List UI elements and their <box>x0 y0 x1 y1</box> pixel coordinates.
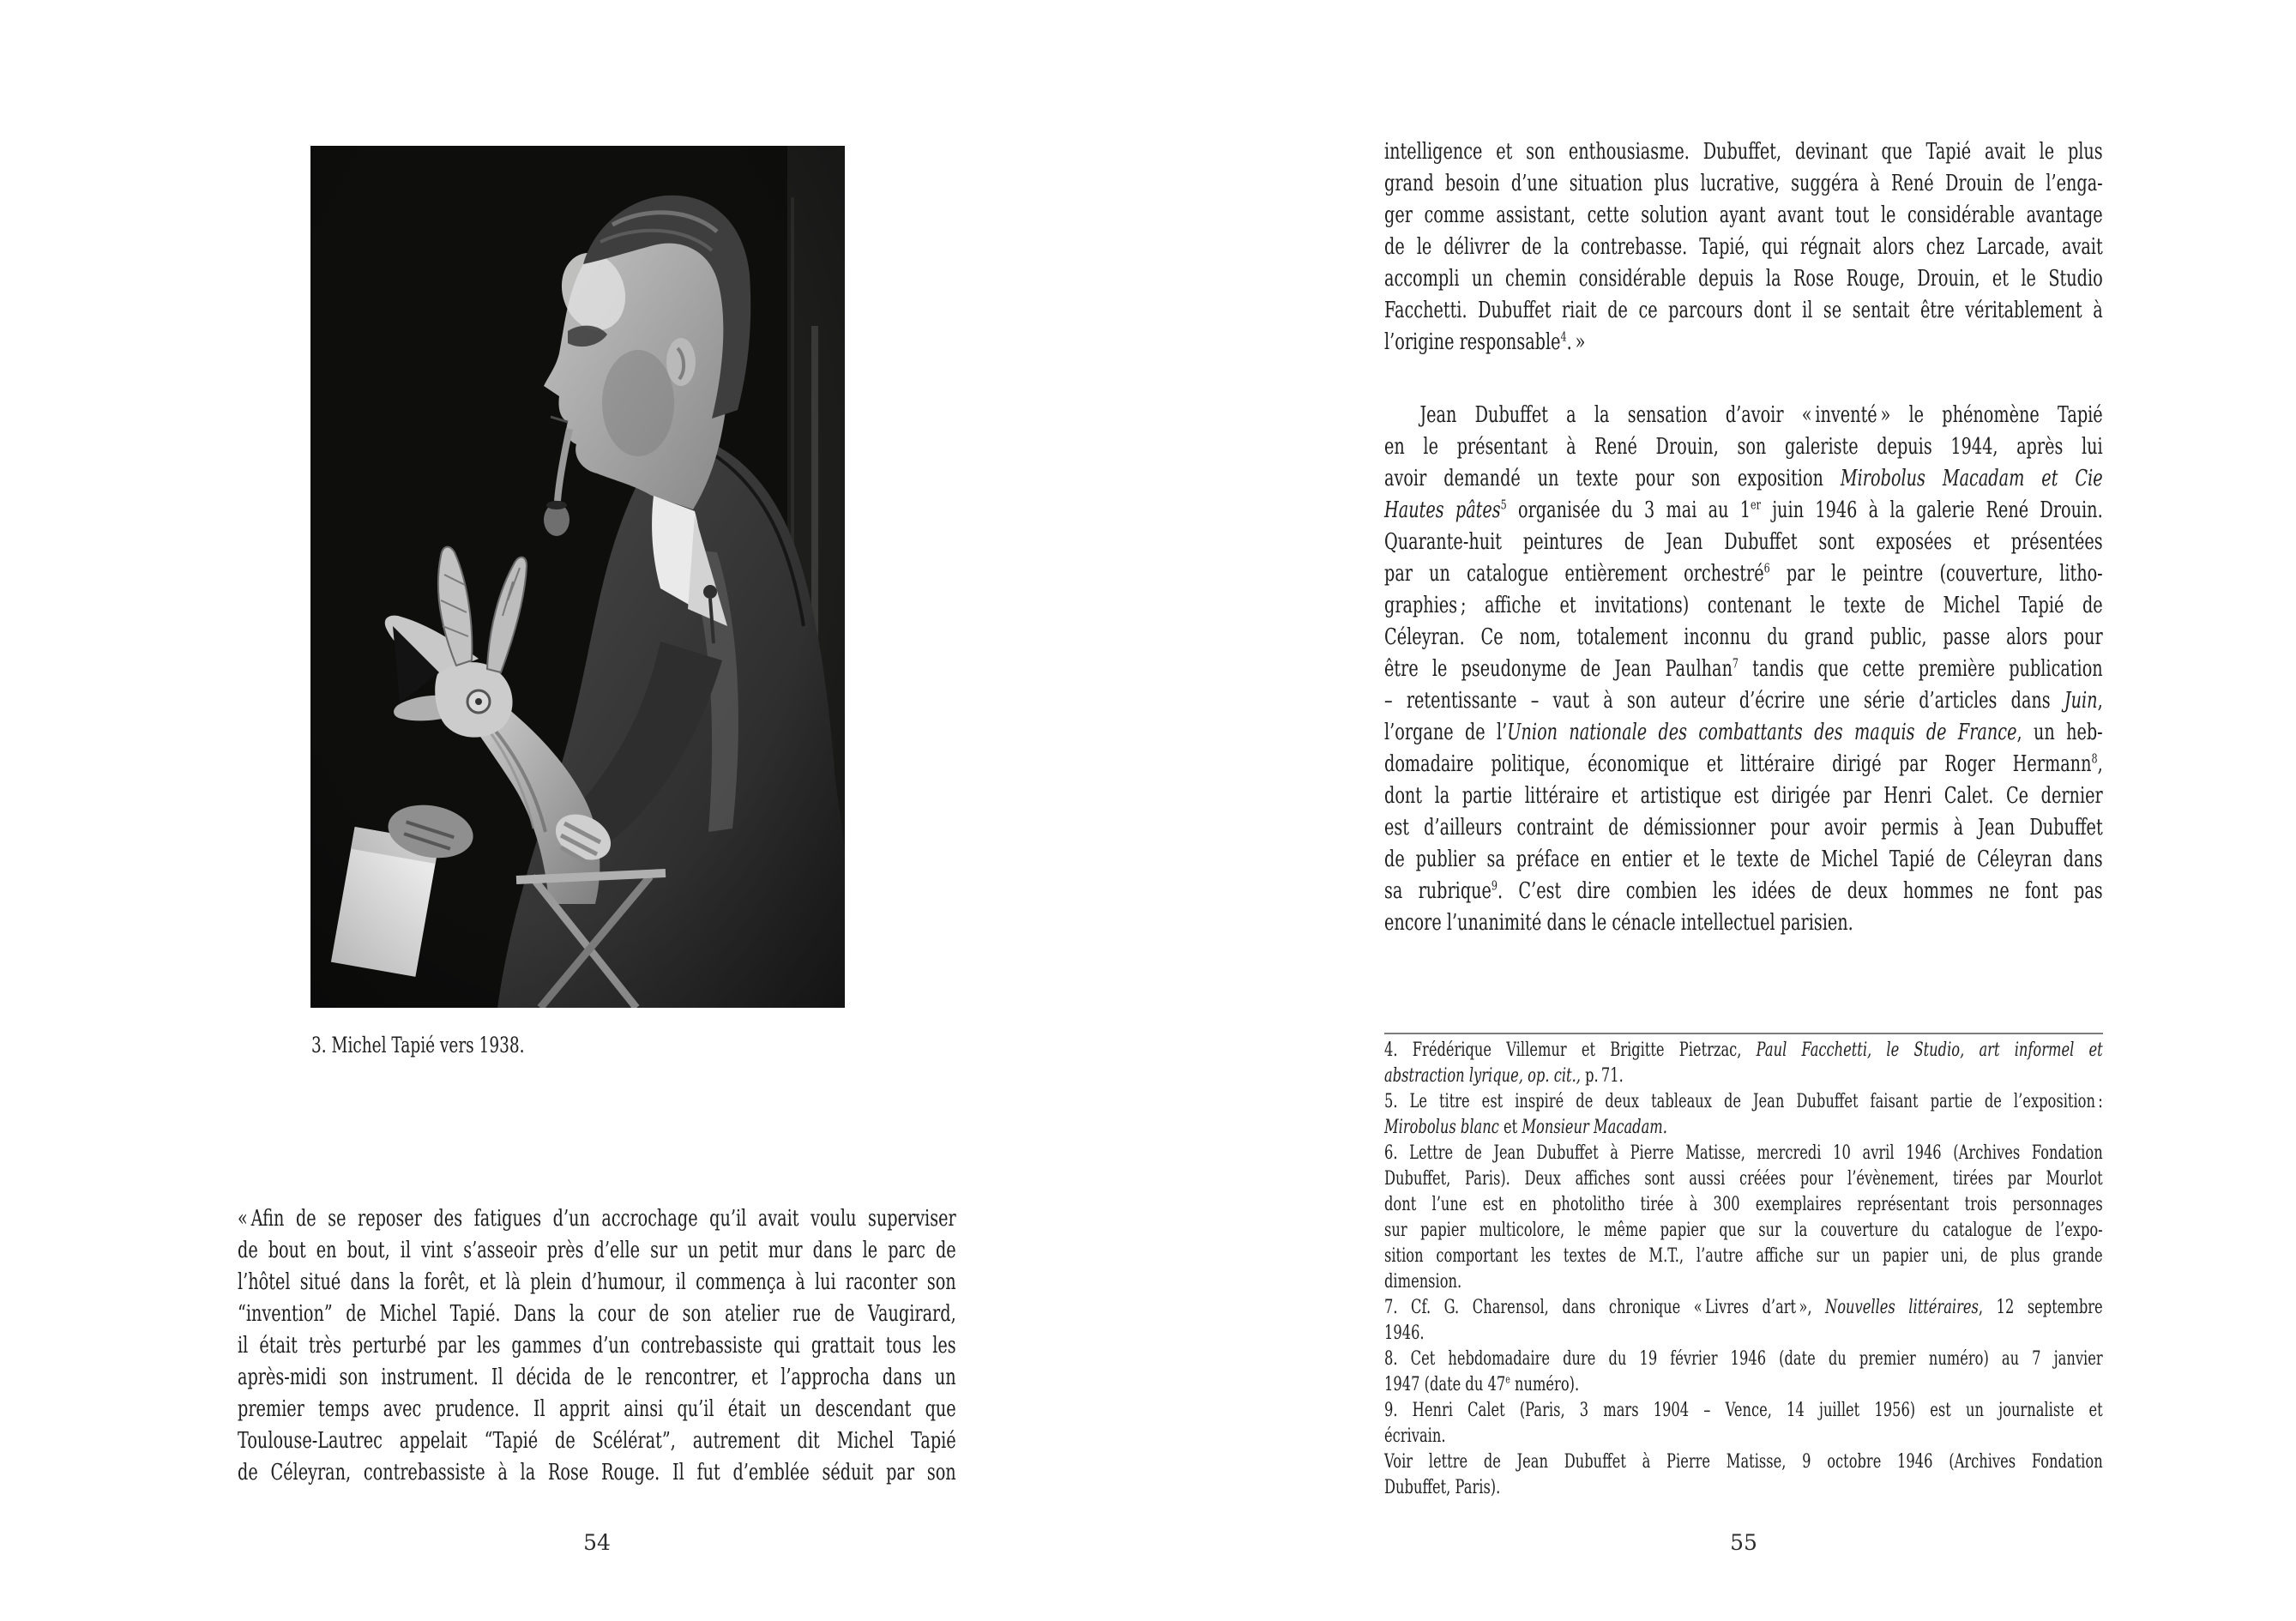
text-line: accompli un chemin considérable depuis la Rose Rouge, Drouin, et le Studio <box>1384 266 2103 292</box>
text-line: après-midi son instrument. Il décida de le rencontrer, et l’approcha dans un <box>238 1365 956 1390</box>
text-line: 4. Frédérique Villemur et Brigitte Pietrzac, Paul Facchetti, le Studio, art informel et <box>1384 1039 2103 1061</box>
text-line: Hautes pâtes$^5$ organisée du 3 mai au 1er juin 1946 à la galerie René Drouin. <box>1384 497 2103 523</box>
text-line: Facchetti. Dubuffet riait de ce parcours dont il se sentait être véritablement à <box>1384 298 2103 323</box>
text-line: Jean Dubuffet a la sensation d’avoir « inventé » le phénomène Tapié <box>1419 402 2103 428</box>
text-line: avoir demandé un texte pour son exposition Mirobolus Macadam et Cie <box>1384 466 2103 491</box>
text-line: sur papier multicolore, le même papier que sur la couverture du catalogue de l’expo- <box>1384 1220 2103 1241</box>
text-line: 7. Cf. G. Charensol, dans chronique « Livres d’art », Nouvelles littéraires, 12 septembre <box>1384 1297 2103 1318</box>
text-line: de bout en bout, il vint s’asseoir près d’elle sur un petit mur dans le parc de <box>238 1238 956 1263</box>
page-number-right: 55 <box>1730 1530 1757 1555</box>
text-line: graphies ; affiche et invitations) contenant le texte de Michel Tapié de <box>1384 593 2103 618</box>
text-line: Dubuffet, Paris). <box>1384 1477 1501 1498</box>
text-line: encore l’unanimité dans le cénacle intellectuel parisien. <box>1384 910 1853 936</box>
text-line: il était très perturbé par les gammes d’un contrebassiste qui grattait tous les <box>238 1333 956 1359</box>
vignette <box>310 146 845 1008</box>
text-line: dont l’une est en photolitho tirée à 300 exemplaires représentant trois personnages <box>1384 1194 2103 1215</box>
text-line: 5. Le titre est inspiré de deux tableaux de Jean Dubuffet faisant partie de l’exposition : <box>1384 1091 2103 1112</box>
text-line: Quarante-huit peintures de Jean Dubuffet sont exposées et présentées <box>1384 529 2103 555</box>
text-line: en le présentant à René Drouin, son galeriste depuis 1944, après lui <box>1384 434 2103 460</box>
footnotes <box>1384 1038 2103 1501</box>
body-paragraph-1 <box>1384 136 2103 359</box>
text-line: l’hôtel situé dans la forêt, et là plein d’humour, il commença à lui raconter son <box>238 1269 956 1295</box>
text-line: est d’ailleurs contraint de démissionner pour avoir permis à Jean Dubuffet <box>1384 815 2103 841</box>
text-line: Toulouse-Lautrec appelait “Tapié de Scélérat”, autrement dit Michel Tapié <box>238 1428 956 1454</box>
photo-michel-tapie <box>310 146 845 1008</box>
text-line: de le délivrer de la contrebasse. Tapié, qui régnait alors chez Larcade, avait <box>1384 234 2103 260</box>
text-line: sa rubrique$^9$. C’est dire combien les idées de deux hommes ne font pas <box>1384 877 2103 904</box>
body-paragraph-2 <box>1384 400 2103 939</box>
text-line: de Céleyran, contrebassiste à la Rose Rouge. Il fut d’emblée séduit par son <box>238 1460 956 1485</box>
text-line: dimension. <box>1384 1271 1462 1293</box>
text-line: ger comme assistant, cette solution ayant avant tout le considérable avantage <box>1384 202 2103 228</box>
text-line: sition comportant les textes de M.T., l’autre affiche sur un papier uni, de plus grande <box>1384 1245 2103 1267</box>
text-line: “invention” de Michel Tapié. Dans la cour de son atelier rue de Vaugirard, <box>238 1301 956 1327</box>
text-line: abstraction lyrique, op. cit., p. 71. <box>1384 1065 1624 1087</box>
text-line: être le pseudonyme de Jean Paulhan$^7$ tandis que cette première publication <box>1384 655 2103 682</box>
text-line: – retentissante – vaut à son auteur d’écrire une série d’articles dans Juin, <box>1384 688 2103 714</box>
text-line: domadaire politique, économique et littéraire dirigé par Roger Hermann$^8$, <box>1384 750 2103 777</box>
text-line: dont la partie littéraire et artistique est dirigée par Henri Calet. Ce dernier <box>1384 783 2103 809</box>
footnote-rule <box>1384 1033 2103 1034</box>
text-line: Mirobolus blanc et Monsieur Macadam. <box>1384 1117 1667 1138</box>
text-line: 8. Cet hebdomadaire dure du 19 février 1946 (date du premier numéro) au 7 janvier <box>1384 1348 2103 1370</box>
text-line: « Afin de se reposer des fatigues d’un accrochage qu’il avait voulu superviser <box>238 1206 956 1232</box>
text-line: 1946. <box>1384 1323 1425 1344</box>
text-line: premier temps avec prudence. Il apprit ainsi qu’il était un descendant que <box>238 1396 956 1422</box>
text-line: 9. Henri Calet (Paris, 3 mars 1904 – Vence, 14 juillet 1956) est un journaliste et <box>1384 1400 2103 1421</box>
text-line: Voir lettre de Jean Dubuffet à Pierre Matisse, 9 octobre 1946 (Archives Fondation <box>1384 1451 2103 1473</box>
photo-illustration <box>310 146 845 1008</box>
text-line: l’origine responsable$^4$. » <box>1384 328 1586 355</box>
text-line: écrivain. <box>1384 1425 1446 1447</box>
text-line: de publier sa préface en entier et le texte de Michel Tapié de Céleyran dans <box>1384 847 2103 872</box>
text-line: 6. Lettre de Jean Dubuffet à Pierre Matisse, mercredi 10 avril 1946 (Archives Fondation <box>1384 1142 2103 1164</box>
text-line: l’organe de l’Union nationale des combattants des maquis de France, un heb- <box>1384 720 2103 745</box>
text-line: par un catalogue entièrement orchestré$^6$ par le peintre (couverture, litho- <box>1384 560 2103 587</box>
text-line: Dubuffet, Paris). Deux affiches sont aussi créées pour l’évènement, tirées par Mourlot <box>1384 1168 2103 1190</box>
photo-caption: 3. Michel Tapié vers 1938. <box>311 1033 525 1058</box>
page-number-left: 54 <box>583 1530 611 1555</box>
text-line: grand besoin d’une situation plus lucrative, suggéra à René Drouin de l’enga- <box>1384 171 2103 196</box>
text-line: Céleyran. Ce nom, totalement inconnu du grand public, passe alors pour <box>1384 624 2103 650</box>
text-line: intelligence et son enthousiasme. Dubuffet, devinant que Tapié avait le plus <box>1384 139 2103 165</box>
quote-paragraph <box>238 1203 956 1489</box>
text-line: 1947 (date du 47e numéro). <box>1384 1373 1580 1395</box>
